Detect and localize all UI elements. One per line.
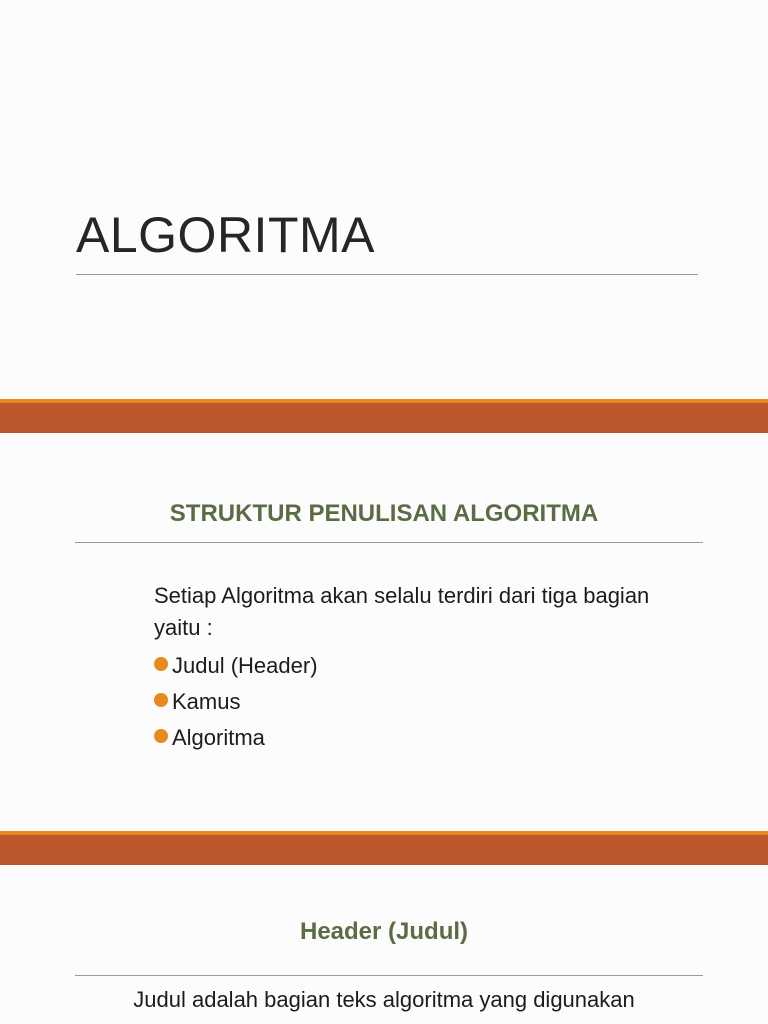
separator-band [0, 403, 768, 433]
slide-body [154, 580, 654, 756]
bullet-item [154, 720, 654, 756]
body-text: Judul adalah bagian teks algoritma yang digunakan [133, 987, 635, 1012]
bullet-item [154, 648, 654, 684]
title-underline [76, 274, 698, 275]
heading-underline [75, 542, 703, 543]
bullet-text: Algoritma [172, 725, 265, 750]
slide-separator-bar [0, 399, 768, 433]
bullet-item [154, 684, 654, 720]
bullet-dot-icon [154, 657, 168, 671]
bullet-list [154, 648, 654, 756]
bullet-text: Kamus [172, 689, 241, 714]
slide-heading: Header (Judul) [299, 918, 469, 945]
bullet-dot-icon [154, 693, 168, 707]
slide-separator-bar [0, 831, 768, 865]
heading-underline [75, 975, 703, 976]
bullet-text: Judul (Header) [172, 653, 318, 678]
bullet-dot-icon [154, 729, 168, 743]
separator-band [0, 835, 768, 865]
slide-heading: STRUKTUR PENULISAN ALGORITMA [169, 500, 599, 527]
intro-text: Setiap Algoritma akan selalu terdiri dari tiga bagian yaitu : [154, 583, 650, 640]
slide-title-text: ALGORITMA [76, 207, 375, 263]
